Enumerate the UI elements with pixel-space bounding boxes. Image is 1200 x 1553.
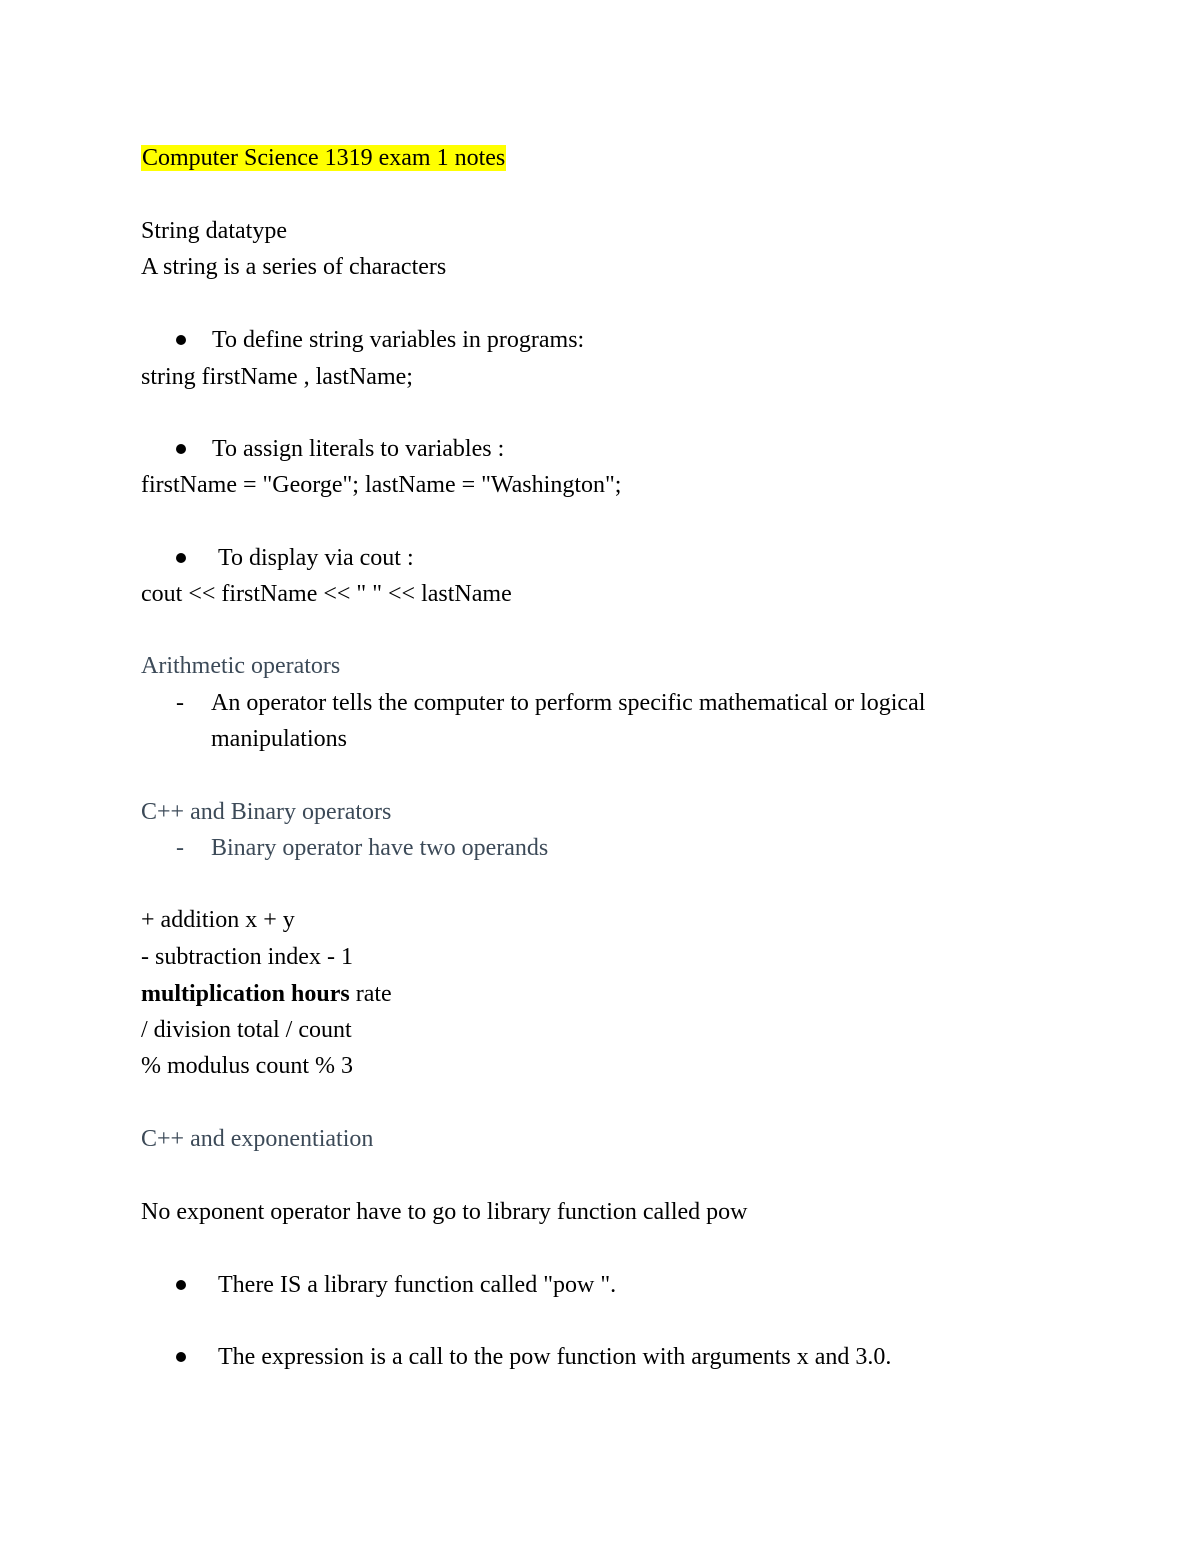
operator-modulus: % modulus count % 3 bbox=[141, 1053, 353, 1079]
bullet-dot-icon bbox=[176, 335, 186, 345]
multiplication-rest-text: rate bbox=[349, 981, 392, 1007]
operator-division: / division total / count bbox=[141, 1017, 352, 1043]
operator-addition: + addition x + y bbox=[141, 907, 295, 933]
bullet-text: The expression is a call to the pow function with arguments x and 3.0. bbox=[218, 1344, 892, 1370]
bullet-text: There IS a library function called "pow ". bbox=[218, 1272, 617, 1298]
bullet-text: To assign literals to variables : bbox=[212, 436, 505, 462]
code-display-cout: cout << firstName << " " << lastName bbox=[141, 581, 512, 607]
arithmetic-item-text: An operator tells the computer to perform specific mathematical or logical manipulations bbox=[211, 690, 926, 752]
exponent-text: No exponent operator have to go to library function called pow bbox=[141, 1199, 748, 1225]
bullet-dot-icon bbox=[176, 444, 186, 454]
string-heading: String datatype bbox=[141, 218, 287, 244]
arithmetic-heading: Arithmetic operators bbox=[141, 653, 341, 679]
bullet-dot-icon bbox=[176, 553, 186, 563]
operator-subtraction: - subtraction index - 1 bbox=[141, 944, 353, 970]
bullet-dot-icon bbox=[176, 1280, 186, 1290]
dash-marker: - bbox=[176, 835, 184, 861]
binary-item-text: Binary operator have two operands bbox=[211, 835, 549, 861]
code-define-string: string firstName , lastName; bbox=[141, 364, 413, 390]
bullet-dot-icon bbox=[176, 1352, 186, 1362]
string-definition: A string is a series of characters bbox=[141, 254, 447, 280]
exponent-heading: C++ and exponentiation bbox=[141, 1126, 374, 1152]
bullet-text: To display via cout : bbox=[218, 545, 414, 571]
code-assign-literals: firstName = "George"; lastName = "Washington"; bbox=[141, 472, 622, 498]
bullet-text: To define string variables in programs: bbox=[212, 327, 585, 353]
dash-marker: - bbox=[176, 690, 184, 716]
binary-heading: C++ and Binary operators bbox=[141, 799, 392, 825]
title-highlight: Computer Science 1319 exam 1 notes bbox=[142, 145, 506, 171]
document-title bbox=[141, 140, 506, 176]
multiplication-bold-text: multiplication hours bbox=[141, 981, 350, 1007]
operator-multiplication bbox=[141, 976, 392, 1012]
